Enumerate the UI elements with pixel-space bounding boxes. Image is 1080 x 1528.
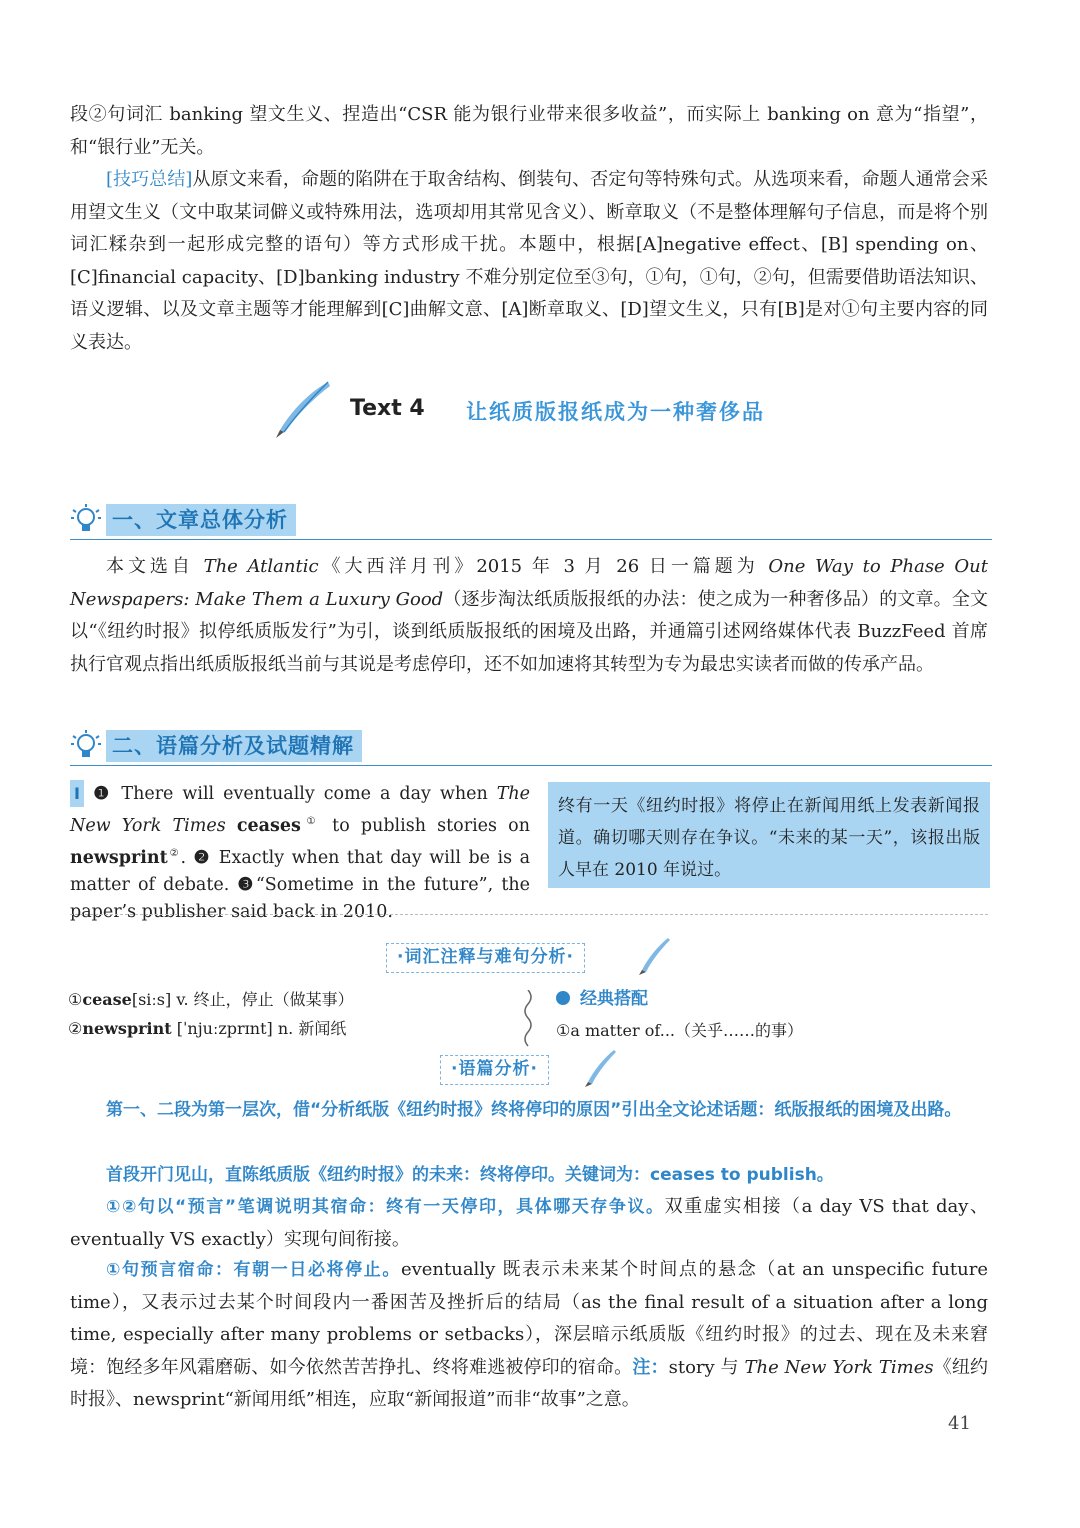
translation-box: 终有一天《纽约时报》将停止在新闻用纸上发表新闻报道。确切哪天则存在争议。“未来的某一天”，该报出版人早在 2010 年说过。 (548, 782, 990, 888)
collocation-item: ①a matter of...（关乎……的事） (556, 1021, 803, 1040)
quill-pen-icon (270, 380, 334, 440)
passage-paragraph-1: I ❶ There will eventually come a day when The New York Times ceases① to publish stories on newsprint②. ❷ Exactly when that day will be is a matter of debate. ❸“Sometime in the future”, the paper’s publisher said back in 2010. (70, 780, 530, 926)
lightbulb-icon (70, 730, 102, 762)
analysis-paragraph-2: 首段开门见山，直陈纸质版《纽约时报》的未来：终将停印。关键词为：ceases to publish。 (106, 1165, 834, 1185)
pen-icon (636, 936, 672, 976)
vocab-item-1: ①cease[siːs] v. 终止，停止（做某事） (68, 990, 354, 1009)
lightbulb-icon (70, 504, 102, 536)
analysis-paragraph-1: 第一、二段为第一层次，借“分析纸版《纽约时报》终将停印的原因”引出全文论述话题：纸版报纸的困境及出路。 (106, 1100, 962, 1120)
vocab-item-2: ②newsprint [ˈnjuːzprɪnt] n. 新闻纸 (68, 1019, 347, 1038)
analysis-paragraph-3: ①②句以“预言”笔调说明其宿命：终有一天停印，具体哪天存争议。双重虚实相接（a day VS that day、eventually VS exactly）实现句间衔接。 (70, 1196, 988, 1250)
section-divider (70, 539, 992, 540)
analysis-section-header: ·语篇分析· (440, 1055, 549, 1085)
article-title: One Way to Phase Out Newspapers: Make Them a Luxury Good (70, 556, 988, 610)
vocab-section-header: ·词汇注释与难句分析· (386, 943, 585, 973)
analysis-paragraph-4: ①句预言宿命：有朝一日必将停止。eventually 既表示未来某个时间点的悬念（at an unspecific future time），又表示过去某个时间段内一番困苦及挫折后的结局（as the final result of a situation after a long time, especially after many problems or setbacks），深层暗示纸质版《纽约时报》的过去、现在及未来窘境：饱经多年风霜磨砺、如今依然苦苦挣扎、终将难逃被停印的宿命。注：story 与 The New York Times《纽约时报》、newsprint“新闻用纸”相连，应取“新闻报道”而非“故事”之意。 (70, 1259, 988, 1410)
section-2-label: 二、语篇分析及试题精解 (106, 730, 362, 762)
wavy-separator (520, 990, 536, 1050)
top-paragraph: 段②句词汇 banking 望文生义、捏造出“CSR 能为银行业带来很多收益”，而实际上 banking on 意为“指望”，和“银行业”无关。 (70, 104, 988, 158)
paragraph-marker: I (70, 780, 84, 807)
page-number: 41 (948, 1413, 971, 1434)
text-number: Text 4 (350, 396, 425, 421)
source-title: The Atlantic (203, 556, 319, 577)
text-chinese-title: 让纸质版报纸成为一种奢侈品 (466, 400, 765, 424)
tips-text: 从原文来看，命题的陷阱在于取舍结构、倒装句、否定句等特殊句式。从选项来看，命题人通常会采用望文生义（文中取某词僻义或特殊用法，选项却用其常见含义）、断章取义（不是整体理解句子信息，而是将个别词汇糅杂到一起形成完整的语句）等方式形成干扰。本题中，根据[A]negative effect、[B] spending on、[C]financial capacity、[D]banking industry 不难分别定位至③句，①句，①句，②句，但需要借助语法知识、语义逻辑、以及文章主题等才能理解到[C]曲解文意、[A]断章取义、[D]望文生义，只有[B]是对①句主要内容的同义表达。 (70, 169, 988, 353)
section-header-1 (70, 502, 992, 540)
section-1-label: 一、文章总体分析 (106, 504, 296, 536)
dashed-divider (70, 914, 988, 915)
tips-label: [技巧总结] (106, 169, 193, 190)
section-header-2 (70, 728, 992, 766)
text-title (270, 380, 830, 440)
bullet-dot-icon (556, 991, 570, 1005)
vocab-word-newsprint: newsprint (70, 847, 168, 868)
tips-paragraph (70, 164, 988, 359)
section-divider (70, 765, 992, 766)
collocation-header: 经典搭配 (556, 985, 648, 1014)
vocab-word-cease: ceases (236, 815, 301, 836)
pen-icon (582, 1048, 618, 1088)
section-1-body: 本文选自 The Atlantic《大西洋月刊》2015 年 3 月 26 日一篇题为 One Way to Phase Out Newspapers: Make Them a Luxury Good（逐步淘汰纸质版报纸的办法：使之成为一种奢侈品）的文章。全文以“《纽约时报》拟停纸质版发行”为引，谈到纸质版报纸的困境及出路，并通篇引述网络媒体代表 BuzzFeed 首席执行官观点指出纸质版报纸当前与其说是考虑停印，还不如加速将其转型为专为最忠实读者而做的传承产品。 (70, 556, 988, 675)
